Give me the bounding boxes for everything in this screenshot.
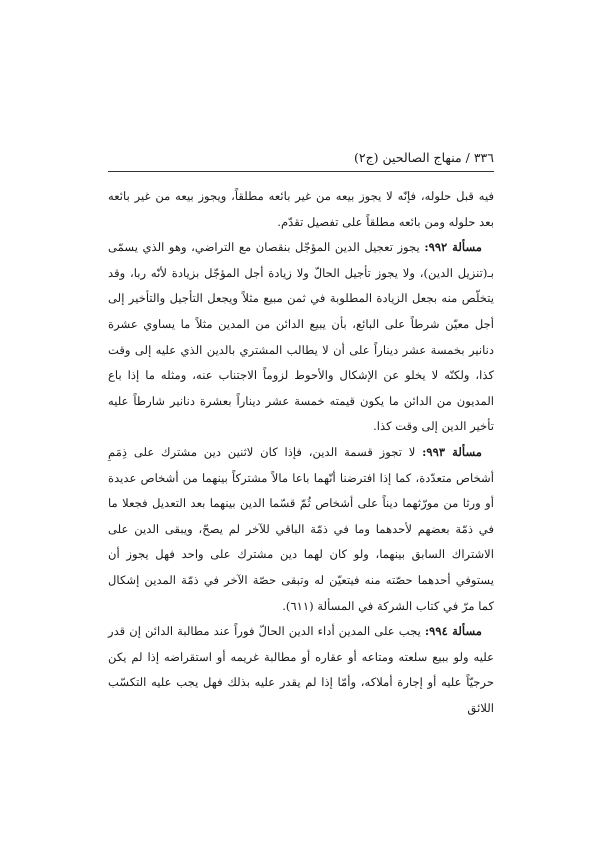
paragraph-issue-993	[108, 440, 494, 619]
page-number: ٣٣٦	[473, 150, 494, 165]
issue-label: مسألة ٩٩٢:	[424, 240, 483, 255]
book-title: منهاج الصالحين (ج٢)	[353, 150, 462, 165]
paragraph-issue-994	[108, 619, 494, 721]
header-separator: /	[465, 150, 470, 165]
paragraph-text: لا تجوز قسمة الدين، فإذا كان لاثنين دين مشترك على ذِمَمِ أشخاص متعدّدة، كما إذا افترضنا أنّهما باعا مالاً مشتركاً بينهما من أشخاص عديدة أو ورثا من مورّثهما ديناً على أشخاص ثُمّ قسّما الدين بينهما بعد التعديل فجعلا ما في ذمّة بعضهم لأحدهما وما في ذمّة الباقي للآخر لم يصحّ، ويبقى الدين على الاشتراك السابق بينهما، ولو كان لهما دين مشترك على واحد فهل يجوز أن يستوفي أحدهما حصّته منه فيتعيّن له وتبقى حصّة الآخر في ذمّة المدين إشكال كما مرّ في كتاب الشركة في المسألة (٦١١).	[108, 444, 494, 613]
issue-label: مسألة ٩٩٣:	[422, 444, 483, 459]
paragraph-issue-992	[108, 235, 494, 440]
page-body	[108, 184, 494, 721]
paragraph-text: فيه قبل حلوله، فإنّه لا يجوز بيعه من غير بائعه مطلقاً، ويجوز بيعه من غير بائعه بعد حلوله ومن بائعه مطلقاً على تفصيل تقدّم.	[108, 189, 494, 229]
paragraph-text: يجب على المدين أداء الدين الحالّ فوراً عند مطالبة الدائن إن قدر عليه ولو ببيع سلعته ومتاعه أو عقاره أو مطالبة غريمه أو استقراضه إذا لم يكن حرجيّاً عليه أو إجارة أملاكه، وأمّا إذا لم يقدر عليه بذلك فهل يجب عليه التكسّب اللائق	[108, 624, 494, 715]
paragraph-text: يجوز تعجيل الدين المؤجّل بنقصان مع التراضي، وهو الذي يسمّى بـ(تنزيل الدين)، ولا يجوز تأجيل الحالّ ولا زيادة أجل المؤجّل بزيادة لأنّه ربا، وقد يتخلّص منه بجعل الزيادة المطلوبة في ثمن مبيع مثلاً ويجعل التأجيل والتأخير إلى أجل معيّن شرطاً على البائع، بأن يبيع الدائن من المدين مثلاً ما يساوي عشرة دنانير بخمسة عشر ديناراً على أن لا يطالب المشتري بالدين الذي عليه إلى وقت كذا، ولكنّه لا يخلو عن الإشكال والأحوط لزوماً الاجتناب عنه، ومثله ما إذا باع المديون من الدائن ما يكون قيمته خمسة عشر ديناراً بعشرة دنانير شارطاً عليه تأخير الدين إلى وقت كذا.	[108, 240, 494, 434]
paragraph-continuation	[108, 184, 494, 235]
page-header	[108, 150, 494, 166]
header-rule	[108, 171, 494, 172]
issue-label: مسألة ٩٩٤:	[424, 624, 482, 639]
